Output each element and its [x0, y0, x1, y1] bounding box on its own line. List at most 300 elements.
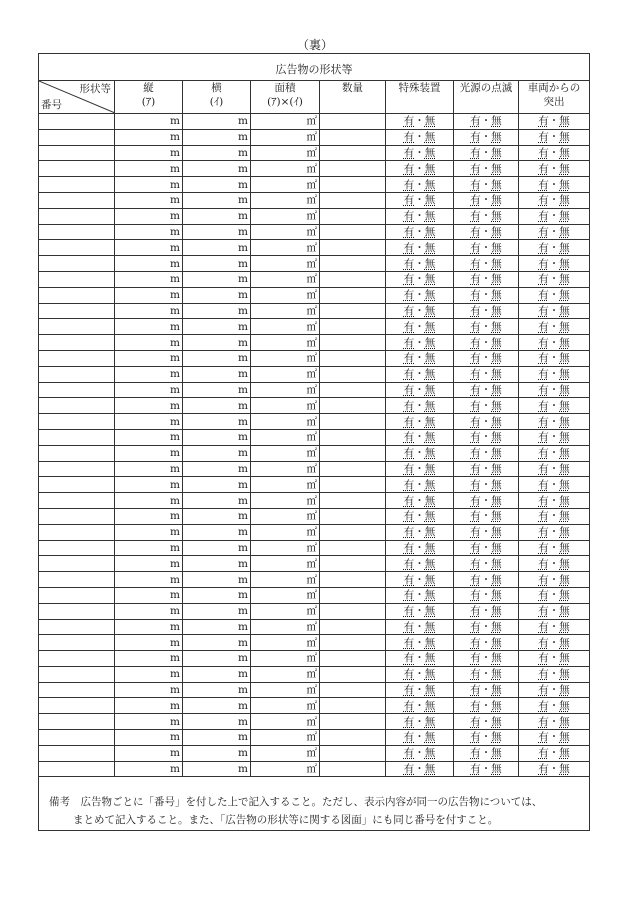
- option-yes[interactable]: 有: [538, 573, 549, 586]
- height-cell[interactable]: [115, 192, 183, 208]
- option-no[interactable]: 無: [559, 684, 570, 697]
- option-no[interactable]: 無: [424, 715, 436, 728]
- option-yes[interactable]: 有: [470, 605, 481, 618]
- option-no[interactable]: 無: [491, 763, 502, 776]
- light-blink-choice[interactable]: [454, 271, 519, 287]
- option-yes[interactable]: 有: [538, 241, 549, 254]
- quantity-cell[interactable]: [320, 114, 386, 130]
- area-cell[interactable]: [251, 192, 320, 208]
- option-yes[interactable]: 有: [403, 399, 415, 412]
- option-no[interactable]: 無: [424, 399, 436, 412]
- option-no[interactable]: 無: [491, 146, 502, 159]
- width-cell[interactable]: [183, 208, 251, 224]
- quantity-cell[interactable]: [320, 208, 386, 224]
- option-yes[interactable]: 有: [403, 731, 415, 744]
- option-yes[interactable]: 有: [403, 652, 415, 665]
- option-yes[interactable]: 有: [403, 131, 415, 144]
- light-blink-choice[interactable]: [454, 493, 519, 509]
- option-no[interactable]: 無: [559, 415, 570, 428]
- number-cell[interactable]: [39, 382, 115, 398]
- area-cell[interactable]: [251, 129, 320, 145]
- light-blink-choice[interactable]: [454, 524, 519, 540]
- number-cell[interactable]: [39, 240, 115, 256]
- option-yes[interactable]: 有: [470, 352, 481, 365]
- protrusion-choice[interactable]: [519, 335, 590, 351]
- height-cell[interactable]: [115, 698, 183, 714]
- option-yes[interactable]: 有: [538, 225, 549, 238]
- protrusion-choice[interactable]: [519, 429, 590, 445]
- height-cell[interactable]: [115, 429, 183, 445]
- option-yes[interactable]: 有: [470, 731, 481, 744]
- special-device-choice[interactable]: [386, 666, 454, 682]
- option-no[interactable]: 無: [491, 478, 502, 491]
- width-cell[interactable]: [183, 382, 251, 398]
- area-cell[interactable]: [251, 445, 320, 461]
- width-cell[interactable]: [183, 651, 251, 667]
- light-blink-choice[interactable]: [454, 208, 519, 224]
- width-cell[interactable]: [183, 240, 251, 256]
- protrusion-choice[interactable]: [519, 192, 590, 208]
- special-device-choice[interactable]: [386, 603, 454, 619]
- area-cell[interactable]: [251, 730, 320, 746]
- option-yes[interactable]: 有: [403, 605, 415, 618]
- option-yes[interactable]: 有: [403, 447, 415, 460]
- light-blink-choice[interactable]: [454, 129, 519, 145]
- protrusion-choice[interactable]: [519, 540, 590, 556]
- option-no[interactable]: 無: [559, 368, 570, 381]
- width-cell[interactable]: [183, 161, 251, 177]
- area-cell[interactable]: [251, 256, 320, 272]
- quantity-cell[interactable]: [320, 398, 386, 414]
- quantity-cell[interactable]: [320, 682, 386, 698]
- area-cell[interactable]: [251, 635, 320, 651]
- quantity-cell[interactable]: [320, 161, 386, 177]
- option-no[interactable]: 無: [559, 557, 570, 570]
- special-device-choice[interactable]: [386, 303, 454, 319]
- option-no[interactable]: 無: [491, 304, 502, 317]
- option-no[interactable]: 無: [424, 210, 436, 223]
- light-blink-choice[interactable]: [454, 461, 519, 477]
- area-cell[interactable]: [251, 508, 320, 524]
- option-yes[interactable]: 有: [470, 383, 481, 396]
- height-cell[interactable]: [115, 556, 183, 572]
- light-blink-choice[interactable]: [454, 335, 519, 351]
- option-yes[interactable]: 有: [538, 162, 549, 175]
- option-yes[interactable]: 有: [470, 194, 481, 207]
- option-yes[interactable]: 有: [403, 462, 415, 475]
- option-yes[interactable]: 有: [538, 115, 549, 128]
- width-cell[interactable]: [183, 319, 251, 335]
- option-yes[interactable]: 有: [470, 573, 481, 586]
- option-no[interactable]: 無: [559, 178, 570, 191]
- light-blink-choice[interactable]: [454, 445, 519, 461]
- area-cell[interactable]: [251, 240, 320, 256]
- option-yes[interactable]: 有: [538, 178, 549, 191]
- option-no[interactable]: 無: [424, 225, 436, 238]
- option-yes[interactable]: 有: [470, 399, 481, 412]
- option-no[interactable]: 無: [491, 668, 502, 681]
- height-cell[interactable]: [115, 730, 183, 746]
- height-cell[interactable]: [115, 524, 183, 540]
- option-no[interactable]: 無: [559, 225, 570, 238]
- option-no[interactable]: 無: [424, 699, 436, 712]
- area-cell[interactable]: [251, 145, 320, 161]
- option-no[interactable]: 無: [424, 241, 436, 254]
- light-blink-choice[interactable]: [454, 366, 519, 382]
- light-blink-choice[interactable]: [454, 540, 519, 556]
- width-cell[interactable]: [183, 224, 251, 240]
- option-yes[interactable]: 有: [403, 304, 415, 317]
- number-cell[interactable]: [39, 414, 115, 430]
- light-blink-choice[interactable]: [454, 666, 519, 682]
- quantity-cell[interactable]: [320, 240, 386, 256]
- option-yes[interactable]: 有: [538, 478, 549, 491]
- option-yes[interactable]: 有: [470, 241, 481, 254]
- number-cell[interactable]: [39, 761, 115, 777]
- option-yes[interactable]: 有: [403, 257, 415, 270]
- height-cell[interactable]: [115, 651, 183, 667]
- option-no[interactable]: 無: [491, 715, 502, 728]
- height-cell[interactable]: [115, 271, 183, 287]
- height-cell[interactable]: [115, 666, 183, 682]
- option-no[interactable]: 無: [559, 605, 570, 618]
- protrusion-choice[interactable]: [519, 745, 590, 761]
- option-yes[interactable]: 有: [538, 462, 549, 475]
- option-yes[interactable]: 有: [470, 146, 481, 159]
- light-blink-choice[interactable]: [454, 635, 519, 651]
- height-cell[interactable]: [115, 224, 183, 240]
- option-no[interactable]: 無: [559, 162, 570, 175]
- option-yes[interactable]: 有: [403, 636, 415, 649]
- number-cell[interactable]: [39, 366, 115, 382]
- option-yes[interactable]: 有: [403, 415, 415, 428]
- option-no[interactable]: 無: [491, 320, 502, 333]
- option-no[interactable]: 無: [424, 526, 436, 539]
- area-cell[interactable]: [251, 556, 320, 572]
- option-yes[interactable]: 有: [538, 526, 549, 539]
- special-device-choice[interactable]: [386, 208, 454, 224]
- option-no[interactable]: 無: [559, 573, 570, 586]
- option-no[interactable]: 無: [424, 178, 436, 191]
- light-blink-choice[interactable]: [454, 477, 519, 493]
- special-device-choice[interactable]: [386, 508, 454, 524]
- quantity-cell[interactable]: [320, 508, 386, 524]
- option-yes[interactable]: 有: [403, 589, 415, 602]
- option-no[interactable]: 無: [424, 589, 436, 602]
- quantity-cell[interactable]: [320, 287, 386, 303]
- number-cell[interactable]: [39, 303, 115, 319]
- option-yes[interactable]: 有: [403, 115, 415, 128]
- height-cell[interactable]: [115, 619, 183, 635]
- number-cell[interactable]: [39, 350, 115, 366]
- option-no[interactable]: 無: [559, 431, 570, 444]
- area-cell[interactable]: [251, 350, 320, 366]
- height-cell[interactable]: [115, 240, 183, 256]
- option-no[interactable]: 無: [491, 557, 502, 570]
- protrusion-choice[interactable]: [519, 240, 590, 256]
- option-yes[interactable]: 有: [403, 763, 415, 776]
- option-yes[interactable]: 有: [470, 557, 481, 570]
- height-cell[interactable]: [115, 350, 183, 366]
- option-no[interactable]: 無: [491, 431, 502, 444]
- width-cell[interactable]: [183, 619, 251, 635]
- width-cell[interactable]: [183, 714, 251, 730]
- width-cell[interactable]: [183, 335, 251, 351]
- number-cell[interactable]: [39, 651, 115, 667]
- option-no[interactable]: 無: [424, 636, 436, 649]
- width-cell[interactable]: [183, 524, 251, 540]
- option-yes[interactable]: 有: [538, 747, 549, 760]
- option-yes[interactable]: 有: [470, 257, 481, 270]
- height-cell[interactable]: [115, 745, 183, 761]
- protrusion-choice[interactable]: [519, 730, 590, 746]
- height-cell[interactable]: [115, 761, 183, 777]
- width-cell[interactable]: [183, 666, 251, 682]
- special-device-choice[interactable]: [386, 493, 454, 509]
- option-yes[interactable]: 有: [538, 763, 549, 776]
- option-yes[interactable]: 有: [470, 115, 481, 128]
- protrusion-choice[interactable]: [519, 587, 590, 603]
- option-no[interactable]: 無: [424, 747, 436, 760]
- width-cell[interactable]: [183, 303, 251, 319]
- option-no[interactable]: 無: [424, 684, 436, 697]
- area-cell[interactable]: [251, 366, 320, 382]
- area-cell[interactable]: [251, 651, 320, 667]
- option-no[interactable]: 無: [424, 273, 436, 286]
- option-yes[interactable]: 有: [538, 304, 549, 317]
- protrusion-choice[interactable]: [519, 666, 590, 682]
- width-cell[interactable]: [183, 682, 251, 698]
- option-no[interactable]: 無: [424, 289, 436, 302]
- option-no[interactable]: 無: [559, 636, 570, 649]
- number-cell[interactable]: [39, 698, 115, 714]
- option-no[interactable]: 無: [491, 684, 502, 697]
- light-blink-choice[interactable]: [454, 603, 519, 619]
- option-no[interactable]: 無: [559, 146, 570, 159]
- number-cell[interactable]: [39, 556, 115, 572]
- height-cell[interactable]: [115, 256, 183, 272]
- special-device-choice[interactable]: [386, 224, 454, 240]
- option-no[interactable]: 無: [559, 447, 570, 460]
- protrusion-choice[interactable]: [519, 698, 590, 714]
- option-no[interactable]: 無: [491, 383, 502, 396]
- width-cell[interactable]: [183, 350, 251, 366]
- light-blink-choice[interactable]: [454, 145, 519, 161]
- area-cell[interactable]: [251, 303, 320, 319]
- width-cell[interactable]: [183, 445, 251, 461]
- option-no[interactable]: 無: [424, 146, 436, 159]
- height-cell[interactable]: [115, 114, 183, 130]
- option-no[interactable]: 無: [491, 731, 502, 744]
- option-yes[interactable]: 有: [538, 447, 549, 460]
- quantity-cell[interactable]: [320, 540, 386, 556]
- special-device-choice[interactable]: [386, 335, 454, 351]
- special-device-choice[interactable]: [386, 382, 454, 398]
- option-no[interactable]: 無: [424, 573, 436, 586]
- protrusion-choice[interactable]: [519, 572, 590, 588]
- protrusion-choice[interactable]: [519, 524, 590, 540]
- protrusion-choice[interactable]: [519, 714, 590, 730]
- option-no[interactable]: 無: [491, 257, 502, 270]
- option-yes[interactable]: 有: [538, 668, 549, 681]
- option-yes[interactable]: 有: [538, 352, 549, 365]
- option-no[interactable]: 無: [491, 273, 502, 286]
- option-yes[interactable]: 有: [538, 636, 549, 649]
- option-yes[interactable]: 有: [538, 652, 549, 665]
- option-no[interactable]: 無: [491, 652, 502, 665]
- option-yes[interactable]: 有: [403, 494, 415, 507]
- option-no[interactable]: 無: [424, 620, 436, 633]
- protrusion-choice[interactable]: [519, 208, 590, 224]
- area-cell[interactable]: [251, 745, 320, 761]
- light-blink-choice[interactable]: [454, 303, 519, 319]
- quantity-cell[interactable]: [320, 177, 386, 193]
- height-cell[interactable]: [115, 177, 183, 193]
- option-no[interactable]: 無: [559, 383, 570, 396]
- number-cell[interactable]: [39, 587, 115, 603]
- area-cell[interactable]: [251, 224, 320, 240]
- option-no[interactable]: 無: [559, 494, 570, 507]
- quantity-cell[interactable]: [320, 429, 386, 445]
- option-no[interactable]: 無: [559, 478, 570, 491]
- light-blink-choice[interactable]: [454, 556, 519, 572]
- quantity-cell[interactable]: [320, 129, 386, 145]
- option-yes[interactable]: 有: [403, 210, 415, 223]
- special-device-choice[interactable]: [386, 366, 454, 382]
- protrusion-choice[interactable]: [519, 129, 590, 145]
- height-cell[interactable]: [115, 508, 183, 524]
- area-cell[interactable]: [251, 572, 320, 588]
- quantity-cell[interactable]: [320, 224, 386, 240]
- number-cell[interactable]: [39, 319, 115, 335]
- area-cell[interactable]: [251, 319, 320, 335]
- number-cell[interactable]: [39, 635, 115, 651]
- number-cell[interactable]: [39, 508, 115, 524]
- option-yes[interactable]: 有: [470, 447, 481, 460]
- area-cell[interactable]: [251, 208, 320, 224]
- height-cell[interactable]: [115, 493, 183, 509]
- option-yes[interactable]: 有: [403, 225, 415, 238]
- option-no[interactable]: 無: [424, 257, 436, 270]
- width-cell[interactable]: [183, 145, 251, 161]
- quantity-cell[interactable]: [320, 319, 386, 335]
- number-cell[interactable]: [39, 745, 115, 761]
- height-cell[interactable]: [115, 714, 183, 730]
- option-no[interactable]: 無: [559, 747, 570, 760]
- option-no[interactable]: 無: [424, 478, 436, 491]
- protrusion-choice[interactable]: [519, 350, 590, 366]
- quantity-cell[interactable]: [320, 303, 386, 319]
- option-no[interactable]: 無: [424, 131, 436, 144]
- protrusion-choice[interactable]: [519, 177, 590, 193]
- option-yes[interactable]: 有: [403, 526, 415, 539]
- option-yes[interactable]: 有: [470, 494, 481, 507]
- light-blink-choice[interactable]: [454, 682, 519, 698]
- option-yes[interactable]: 有: [538, 383, 549, 396]
- protrusion-choice[interactable]: [519, 603, 590, 619]
- option-no[interactable]: 無: [424, 320, 436, 333]
- area-cell[interactable]: [251, 177, 320, 193]
- option-yes[interactable]: 有: [403, 478, 415, 491]
- option-yes[interactable]: 有: [403, 747, 415, 760]
- option-yes[interactable]: 有: [403, 383, 415, 396]
- area-cell[interactable]: [251, 603, 320, 619]
- number-cell[interactable]: [39, 256, 115, 272]
- special-device-choice[interactable]: [386, 651, 454, 667]
- option-yes[interactable]: 有: [403, 431, 415, 444]
- protrusion-choice[interactable]: [519, 161, 590, 177]
- number-cell[interactable]: [39, 682, 115, 698]
- protrusion-choice[interactable]: [519, 224, 590, 240]
- light-blink-choice[interactable]: [454, 587, 519, 603]
- number-cell[interactable]: [39, 224, 115, 240]
- number-cell[interactable]: [39, 730, 115, 746]
- option-yes[interactable]: 有: [538, 589, 549, 602]
- number-cell[interactable]: [39, 477, 115, 493]
- light-blink-choice[interactable]: [454, 761, 519, 777]
- number-cell[interactable]: [39, 493, 115, 509]
- number-cell[interactable]: [39, 461, 115, 477]
- area-cell[interactable]: [251, 524, 320, 540]
- special-device-choice[interactable]: [386, 714, 454, 730]
- height-cell[interactable]: [115, 603, 183, 619]
- option-yes[interactable]: 有: [538, 273, 549, 286]
- area-cell[interactable]: [251, 493, 320, 509]
- width-cell[interactable]: [183, 745, 251, 761]
- quantity-cell[interactable]: [320, 145, 386, 161]
- option-yes[interactable]: 有: [470, 684, 481, 697]
- option-no[interactable]: 無: [491, 510, 502, 523]
- width-cell[interactable]: [183, 114, 251, 130]
- height-cell[interactable]: [115, 398, 183, 414]
- option-yes[interactable]: 有: [538, 194, 549, 207]
- area-cell[interactable]: [251, 161, 320, 177]
- option-yes[interactable]: 有: [538, 699, 549, 712]
- option-no[interactable]: 無: [559, 304, 570, 317]
- option-no[interactable]: 無: [491, 131, 502, 144]
- protrusion-choice[interactable]: [519, 319, 590, 335]
- width-cell[interactable]: [183, 256, 251, 272]
- option-no[interactable]: 無: [424, 383, 436, 396]
- special-device-choice[interactable]: [386, 414, 454, 430]
- option-no[interactable]: 無: [424, 668, 436, 681]
- width-cell[interactable]: [183, 129, 251, 145]
- height-cell[interactable]: [115, 161, 183, 177]
- area-cell[interactable]: [251, 382, 320, 398]
- option-no[interactable]: 無: [559, 715, 570, 728]
- option-no[interactable]: 無: [424, 510, 436, 523]
- light-blink-choice[interactable]: [454, 508, 519, 524]
- option-yes[interactable]: 有: [538, 605, 549, 618]
- option-no[interactable]: 無: [491, 573, 502, 586]
- area-cell[interactable]: [251, 287, 320, 303]
- special-device-choice[interactable]: [386, 161, 454, 177]
- number-cell[interactable]: [39, 114, 115, 130]
- quantity-cell[interactable]: [320, 524, 386, 540]
- option-yes[interactable]: 有: [403, 352, 415, 365]
- width-cell[interactable]: [183, 635, 251, 651]
- option-no[interactable]: 無: [491, 462, 502, 475]
- protrusion-choice[interactable]: [519, 635, 590, 651]
- area-cell[interactable]: [251, 587, 320, 603]
- option-no[interactable]: 無: [559, 336, 570, 349]
- quantity-cell[interactable]: [320, 445, 386, 461]
- option-no[interactable]: 無: [559, 241, 570, 254]
- area-cell[interactable]: [251, 666, 320, 682]
- light-blink-choice[interactable]: [454, 161, 519, 177]
- number-cell[interactable]: [39, 145, 115, 161]
- option-no[interactable]: 無: [559, 289, 570, 302]
